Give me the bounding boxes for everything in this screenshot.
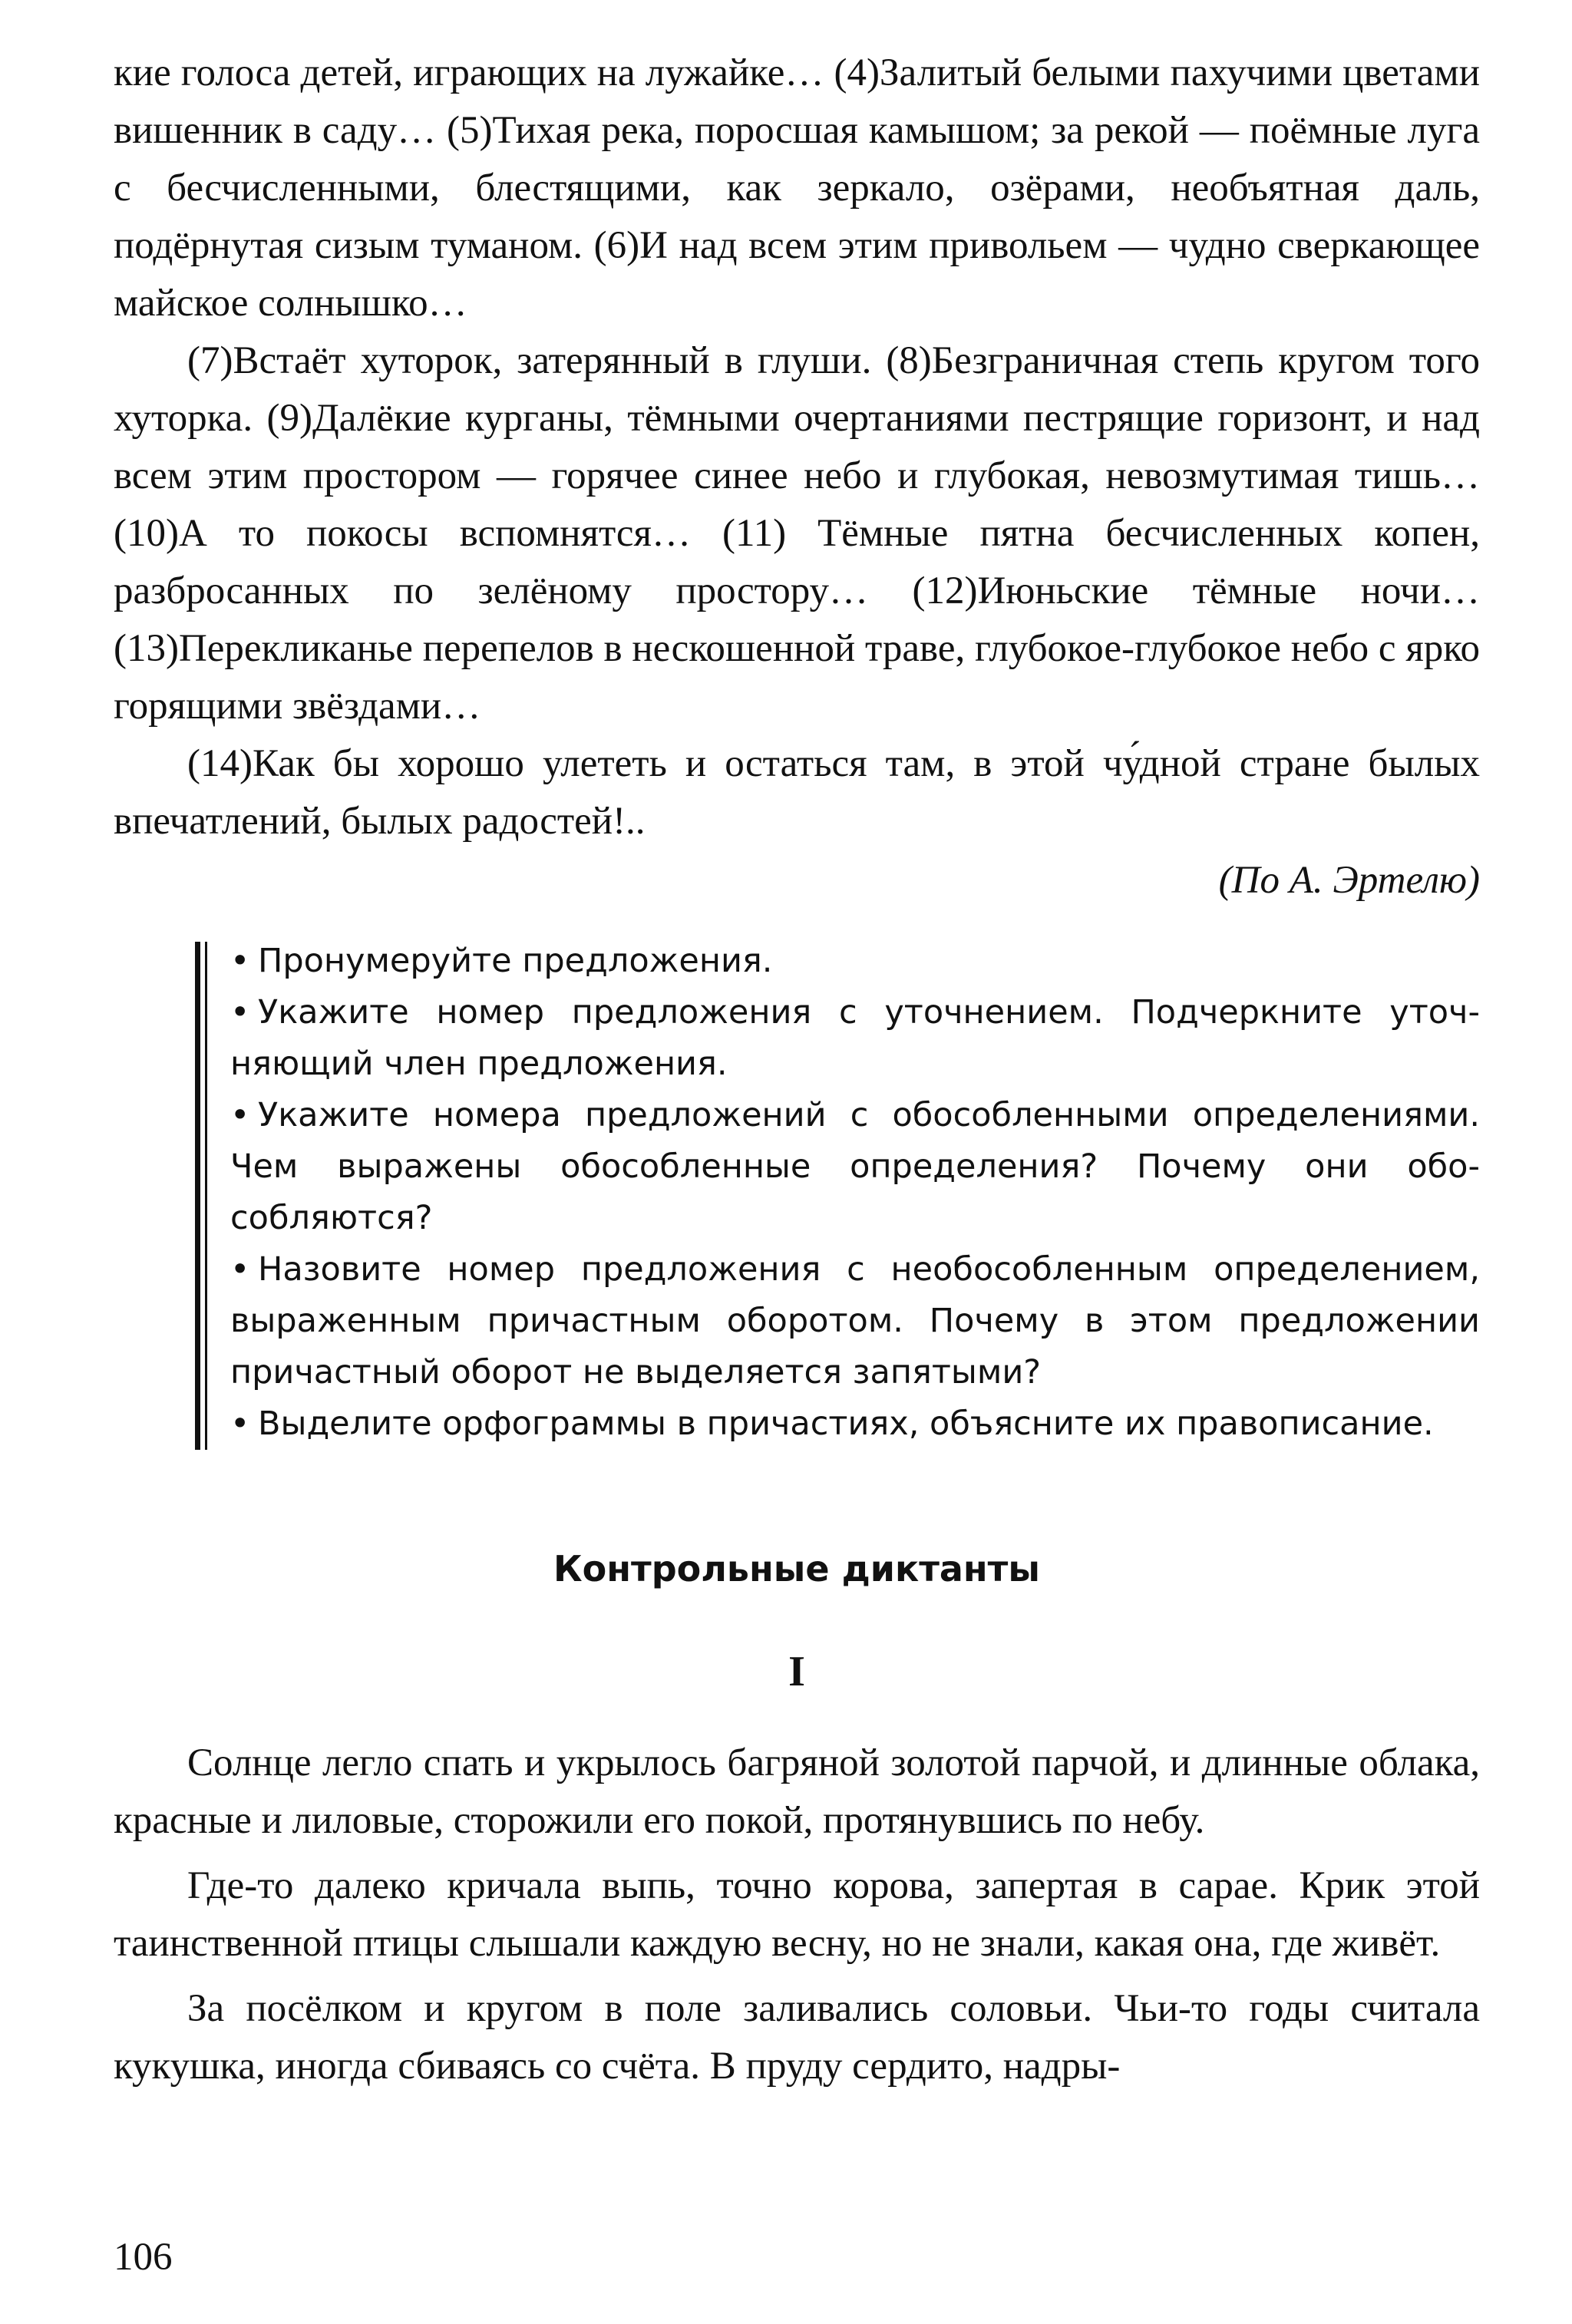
bullet-icon: •: [230, 942, 250, 980]
task-text: Пронумеруйте предложения.: [258, 942, 773, 980]
author-attribution: (По А. Эртелю): [1218, 859, 1480, 902]
task-item: [230, 987, 1480, 1090]
bullet-icon: •: [230, 1405, 250, 1443]
task-text: Укажите номер предложения с уточнением. Подчеркните уточняющий член предложения.: [230, 993, 1480, 1083]
task-item: [230, 936, 1480, 987]
section-heading: Контрольные диктанты: [553, 1548, 1040, 1589]
task-item: [230, 1398, 1480, 1450]
dictation-number: I: [788, 1648, 805, 1695]
book-page: [114, 45, 1480, 2293]
task-text: Выделите орфограммы в причастиях, объясните их правописание.: [258, 1405, 1434, 1443]
bullet-icon: •: [230, 993, 250, 1032]
dictation-text: [114, 1735, 1480, 2095]
story-text: [114, 45, 1480, 909]
bullet-icon: •: [230, 1096, 250, 1134]
bullet-icon: •: [230, 1250, 250, 1289]
task-item: [230, 1090, 1480, 1244]
task-text: Назовите номер предложения с необособленным определением, выраженным причастным оборотом. Почему в этом предложении причастный оборот не выделяется запятыми?: [230, 1250, 1480, 1391]
tasks-margin-bar-thin: [205, 942, 207, 1450]
tasks-margin-bar: [195, 942, 200, 1450]
story-paragraph: кие голоса детей, играющих на лужайке… (4)Залитый белыми пахучими цветами вишенник в саду… (5)Тихая река, поросшая камышом; за рекой — поёмные луга с бесчисленными, блестящими, как зеркало, озёрами, необъятная даль, подёрнутая сизым туманом. (6)И над всем этим привольем — чудно сверкающее майское солнышко…: [114, 51, 1480, 325]
task-item: [230, 1244, 1480, 1398]
dictation-paragraph: Где-то далеко кричала выпь, точно корова, запертая в сарае. Крик этой таинственной птицы слышали каждую весну, но не знали, какая она, где живёт.: [114, 1864, 1480, 1965]
task-text: Укажите номера предложений с обособленными определениями. Чем выражены обособленные определения? Почему они обособляются?: [230, 1096, 1480, 1237]
page-number: 106: [114, 2236, 173, 2279]
story-paragraph: (14)Как бы хорошо улететь и остаться там, в этой чу́дной стране былых впечатлений, былых радостей!..: [114, 742, 1480, 843]
tasks-block: [195, 936, 1480, 1450]
dictation-paragraph: За посёлком и кругом в поле заливались соловьи. Чьи-то годы считала кукушка, иногда сбиваясь со счёта. В пруду сердито, надры-: [114, 1987, 1480, 2088]
dictation-paragraph: Солнце легло спать и укрылось багряной золотой парчой, и длинные облака, красные и лиловые, сторожили его покой, протянувшись по небу.: [114, 1741, 1480, 1842]
story-paragraph: (7)Встаёт хуторок, затерянный в глуши. (8)Безграничная степь кругом того хуторка. (9)Далёкие курганы, тёмными очертаниями пестрящие горизонт, и над всем этим простором — горячее синее небо и глубокая, невозмутимая тишь… (10)А то покосы вспомнятся… (11) Тёмные пятна бесчисленных копен, разбросанных по зелёному простору… (12)Июньские тёмные ночи… (13)Перекликанье перепелов в нескошенной траве, глубокое-глубокое небо с ярко горящими звёздами…: [114, 339, 1480, 728]
